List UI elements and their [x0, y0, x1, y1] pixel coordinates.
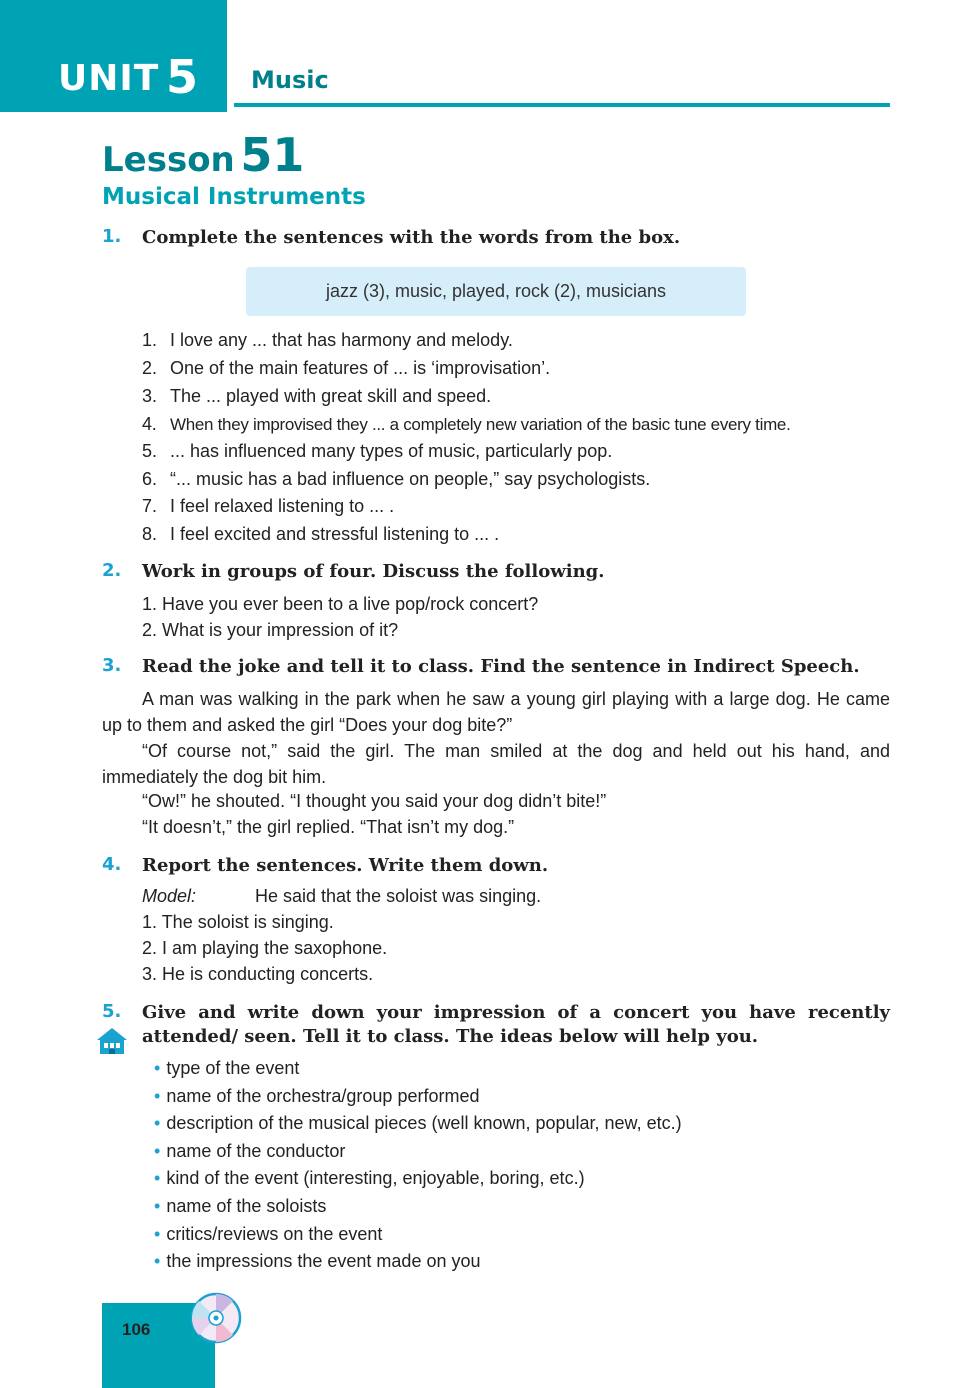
task-1-item: 7. I feel relaxed listening to ... .	[142, 496, 395, 516]
task-1-item: 1. I love any ... that has harmony and melody.	[142, 330, 513, 350]
unit-number: 5	[166, 50, 199, 104]
task-5-number: 5.	[102, 1001, 122, 1022]
model-label: Model:	[142, 886, 197, 906]
task-4-item: 1. The soloist is singing.	[142, 912, 334, 932]
unit-banner	[0, 0, 227, 112]
task-1-item: 4. When they improvised they ... a completely new variation of the basic tune every time.	[142, 414, 791, 434]
task-2-question: 2. What is your impression of it?	[142, 620, 399, 640]
joke-paragraph: “It doesn’t,” the girl replied. “That isn’t my dog.”	[142, 817, 515, 837]
idea-bullet: • the impressions the event made on you	[154, 1251, 481, 1271]
unit-title: Music	[251, 66, 329, 94]
lesson-subtitle: Musical Instruments	[102, 184, 366, 210]
cd-icon	[190, 1292, 242, 1344]
page-number: 106	[122, 1320, 151, 1339]
idea-bullet: • name of the soloists	[154, 1196, 327, 1216]
lesson-word: Lesson	[102, 140, 235, 180]
lesson-number: 51	[240, 128, 305, 182]
task-4-item: 2. I am playing the saxophone.	[142, 938, 388, 958]
task-4-item: 3. He is conducting concerts.	[142, 964, 374, 984]
joke-paragraph: A man was walking in the park when he saw a young girl playing with a large dog. He came up to them and asked the girl “Does your dog bite?”	[102, 689, 890, 735]
task-4-number: 4.	[102, 854, 122, 875]
task-1-item: 8. I feel excited and stressful listening to ... .	[142, 524, 500, 544]
idea-bullet: • name of the orchestra/group performed	[154, 1086, 480, 1106]
idea-bullet: • type of the event	[154, 1058, 300, 1078]
model-sentence: He said that the soloist was singing.	[255, 886, 542, 906]
task-2-question: 1. Have you ever been to a live pop/rock concert?	[142, 594, 539, 614]
task-3-instruction: Read the joke and tell it to class. Find the sentence in Indirect Speech.	[142, 656, 860, 677]
task-5-instruction: Give and write down your impression of a concert you have recently attended/ seen. Tell it to class. The ideas below will help you.	[142, 1002, 890, 1047]
idea-bullet: • kind of the event (interesting, enjoyable, boring, etc.)	[154, 1168, 585, 1188]
task-1-number: 1.	[102, 226, 122, 247]
task-4-instruction: Report the sentences. Write them down.	[142, 855, 549, 876]
task-1-instruction: Complete the sentences with the words from the box.	[142, 227, 681, 248]
home-icon	[95, 1026, 129, 1056]
lesson-heading	[102, 128, 304, 182]
task-1-item: 5. ... has influenced many types of music, particularly pop.	[142, 441, 613, 461]
idea-bullet: • name of the conductor	[154, 1141, 346, 1161]
header-divider	[234, 103, 890, 107]
joke-paragraph: “Of course not,” said the girl. The man smiled at the dog and held out his hand, and immediately the dog bit him.	[102, 741, 890, 787]
task-2-instruction: Work in groups of four. Discuss the following.	[142, 561, 605, 582]
word-box: jazz (3), music, played, rock (2), musicians	[246, 267, 746, 316]
unit-label: UNIT	[58, 58, 160, 99]
joke-paragraph: “Ow!” he shouted. “I thought you said your dog didn’t bite!”	[142, 791, 607, 811]
task-3-number: 3.	[102, 655, 122, 676]
task-1-item: 3. The ... played with great skill and speed.	[142, 386, 492, 406]
idea-bullet: • description of the musical pieces (well known, popular, new, etc.)	[154, 1113, 682, 1133]
task-1-item: 2. One of the main features of ... is ‘improvisation’.	[142, 358, 551, 378]
task-1-item: 6. “... music has a bad influence on people,” say psychologists.	[142, 469, 651, 489]
task-2-number: 2.	[102, 560, 122, 581]
idea-bullet: • critics/reviews on the event	[154, 1224, 383, 1244]
